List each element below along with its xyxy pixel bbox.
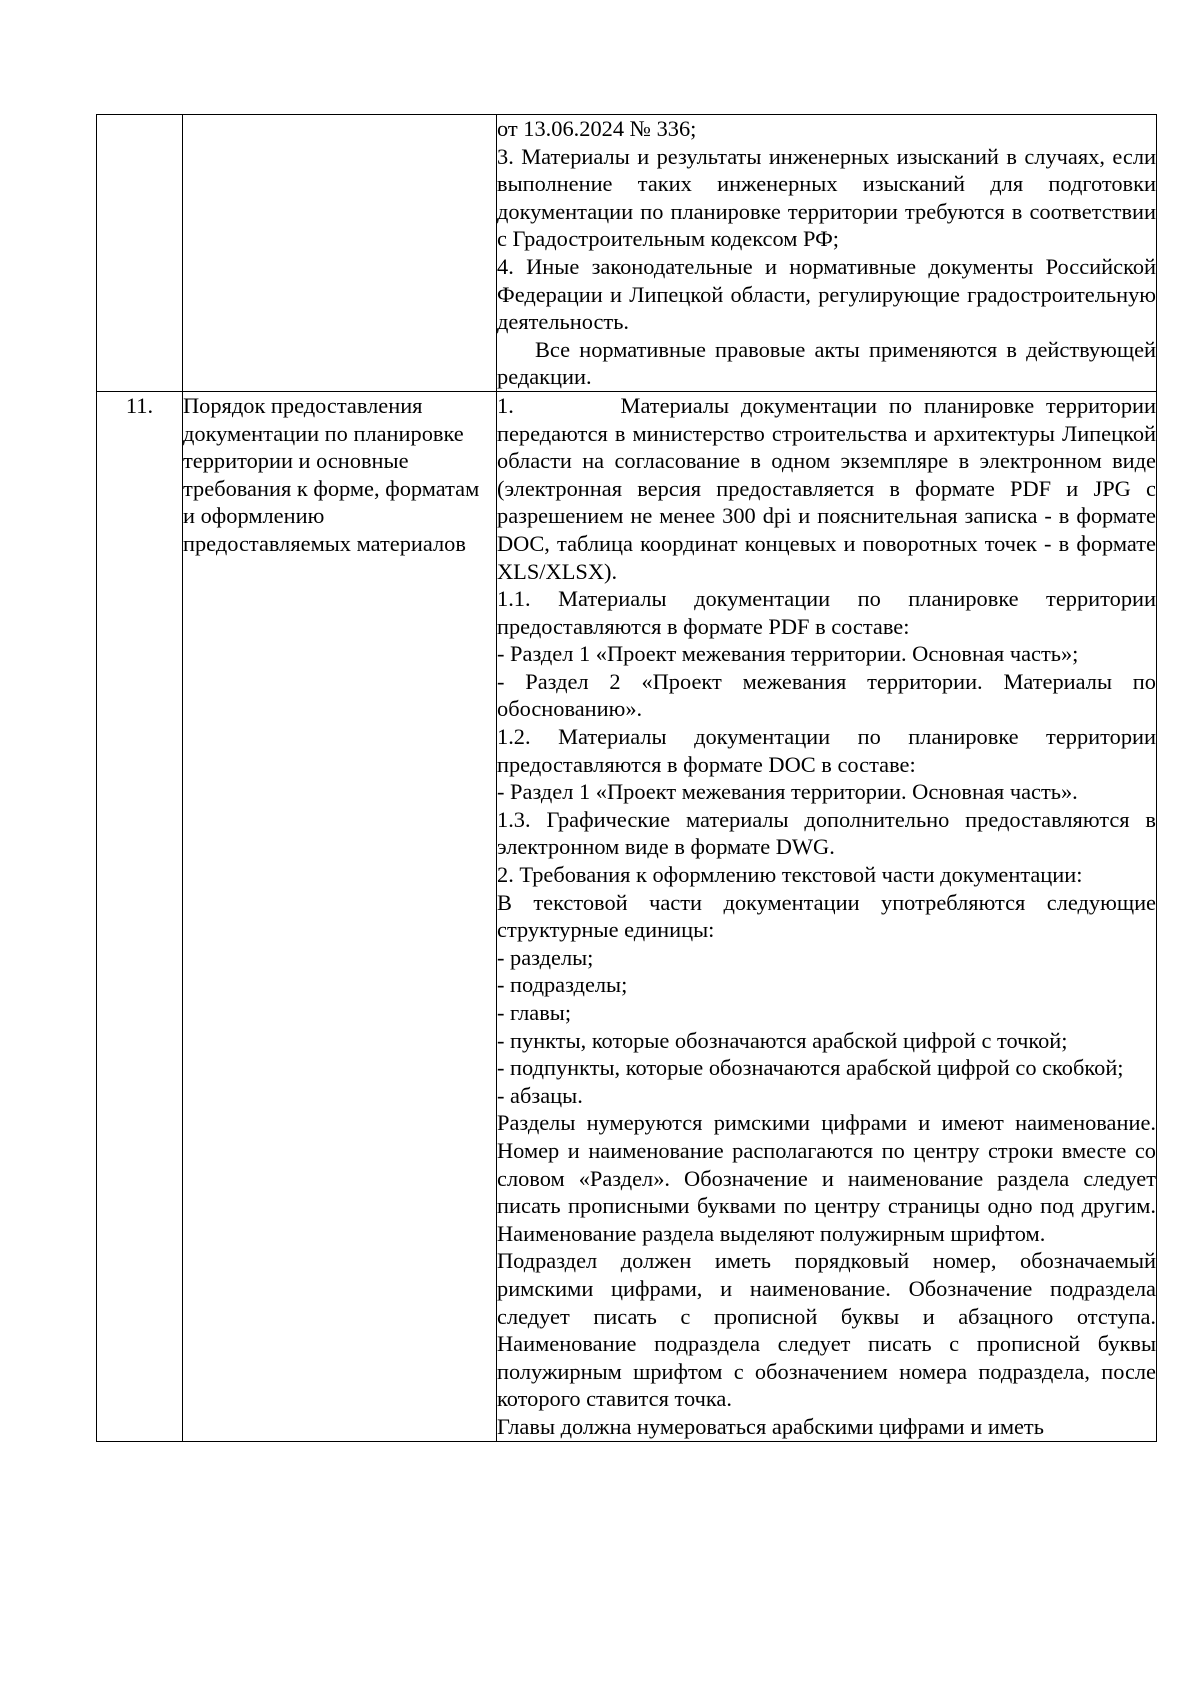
paragraph: 1.2. Материалы документации по планировке территории предоставляются в формате DOC в составе: [497,724,1156,777]
paragraph: - Раздел 1 «Проект межевания территории. Основная часть». [497,779,1078,805]
table-row [97,391,1157,1441]
requirements-table [96,114,1157,1442]
paragraph: Подраздел должен иметь порядковый номер, обозначаемый римскими цифрами, и наименование. Обозначение подраздела следует писать с прописной буквы и абзацного отступа. Наименование подраздела следует писать с прописной буквы полужирным шрифтом с обозначением номера подраздела, после которого ставится точка. [497,1248,1156,1412]
list-item: - подразделы; [497,972,628,998]
paragraph: - Раздел 1 «Проект межевания территории. Основная часть»; [497,641,1079,667]
row-name-cell [183,115,497,392]
row-number-cell [97,115,183,392]
paragraph: 1.3. Графические материалы дополнительно предоставляются в электронном виде в формате DWG. [497,806,1156,860]
list-item: - главы; [497,1000,572,1025]
paragraph: Главы должна нумероваться арабскими цифрами и иметь [497,1413,1044,1439]
paragraph: от 13.06.2024 № 336; [497,116,697,141]
row-name-cell [183,391,497,1441]
paragraph: 3. Материалы и результаты инженерных изысканий в случаях, если выполнение таких инженерных изысканий для подготовки документации по планировке территории требуются в соответствии с Градостроительным кодексом РФ; [497,143,1156,252]
row-number-cell: 11. [97,391,183,1441]
paragraph: - Раздел 2 «Проект межевания территории. Материалы по обоснованию». [497,668,1156,722]
list-item: - пункты, которые обозначаются арабской цифрой с точкой; [497,1027,1068,1053]
list-item: - разделы; [497,944,594,970]
paragraph: 1.1. Материалы документации по планировке территории предоставляются в формате PDF в составе: [497,586,1156,639]
paragraph: Все нормативные правовые акты применяются в действующей редакции. [497,336,1156,390]
paragraph: 2. Требования к оформлению текстовой части документации: [497,862,1083,888]
table-row [97,115,1157,392]
row-name-text: Порядок предоставления документации по планировке территории и основные требования к форме, форматам и оформлению предоставляемых материалов [183,392,480,556]
paragraph: В текстовой части документации употребляются следующие структурные единицы: [497,889,1156,943]
list-item: - абзацы. [497,1082,583,1108]
paragraph: 1. Материалы документации по планировке территории передаются в министерство строительства и архитектуры Липецкой области на согласование в одном экземпляре в электронном виде (электронная версия предоставляется в формате PDF и JPG с разрешением не менее 300 dpi и пояснительная записка - в формате DOC, таблица координат концевых и поворотных точек - в формате XLS/XLSX). [497,392,1156,584]
row-content-cell [497,115,1157,392]
row-content-cell [497,391,1157,1441]
list-item: - подпункты, которые обозначаются арабской цифрой со скобкой; [497,1055,1124,1081]
paragraph: 4. Иные законодательные и нормативные документы Российской Федерации и Липецкой области, регулирующие градостроительную деятельность. [497,253,1156,335]
paragraph: Разделы нумеруются римскими цифрами и имеют наименование. Номер и наименование располагаются по центру строки вместе со словом «Раздел». Обозначение и наименование раздела следует писать прописными буквами по центру страницы одно под другим. Наименование раздела выделяют полужирным шрифтом. [497,1110,1156,1246]
